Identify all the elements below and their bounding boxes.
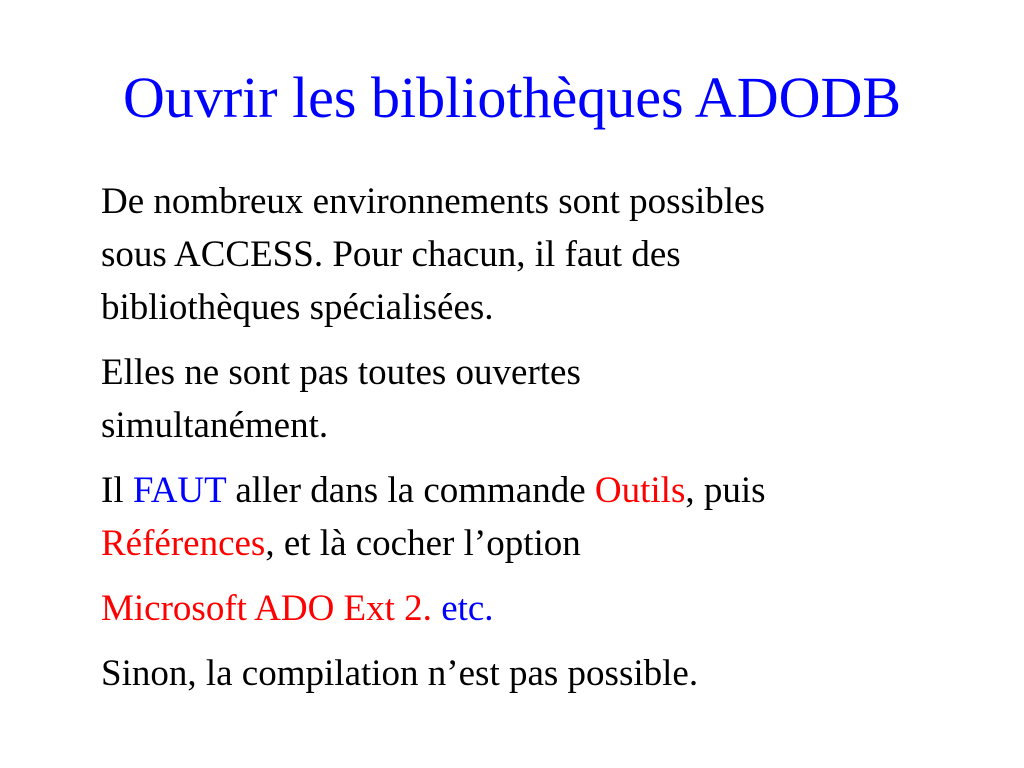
paragraph-environments-line-3: bibliothèques spécialisées. [101, 287, 494, 328]
text-outils-menu: Outils [594, 470, 686, 511]
text-aller: aller dans la commande [226, 470, 595, 511]
paragraph-not-open-line-2: simultanément. [101, 405, 329, 446]
text-space [432, 588, 441, 629]
slide-title: Ouvrir les bibliothèques ADODB [122, 65, 902, 130]
paragraph-not-open [101, 346, 961, 452]
text-faut-emphasis: FAUT [132, 470, 227, 511]
paragraph-environments-line-1: De nombreux environnements sont possibles [101, 181, 765, 222]
slide-body [101, 175, 961, 712]
text-cocher: , et là cocher l’option [265, 523, 581, 564]
paragraph-environments-line-2: sous ACCESS. Pour chacun, il faut des [101, 234, 681, 275]
paragraph-compilation [101, 647, 961, 700]
text-references-menu: Références [101, 523, 266, 564]
paragraph-option-name [101, 582, 961, 635]
paragraph-compilation-line-1: Sinon, la compilation n’est pas possible. [101, 653, 699, 694]
paragraph-environments [101, 175, 961, 334]
text-il: Il [101, 470, 133, 511]
paragraph-instructions [101, 464, 961, 570]
paragraph-not-open-line-1: Elles ne sont pas toutes ouvertes [101, 352, 581, 393]
text-microsoft-ado: Microsoft ADO Ext 2. [101, 588, 432, 629]
text-etc: etc. [441, 588, 494, 629]
text-puis: , puis [685, 470, 766, 511]
